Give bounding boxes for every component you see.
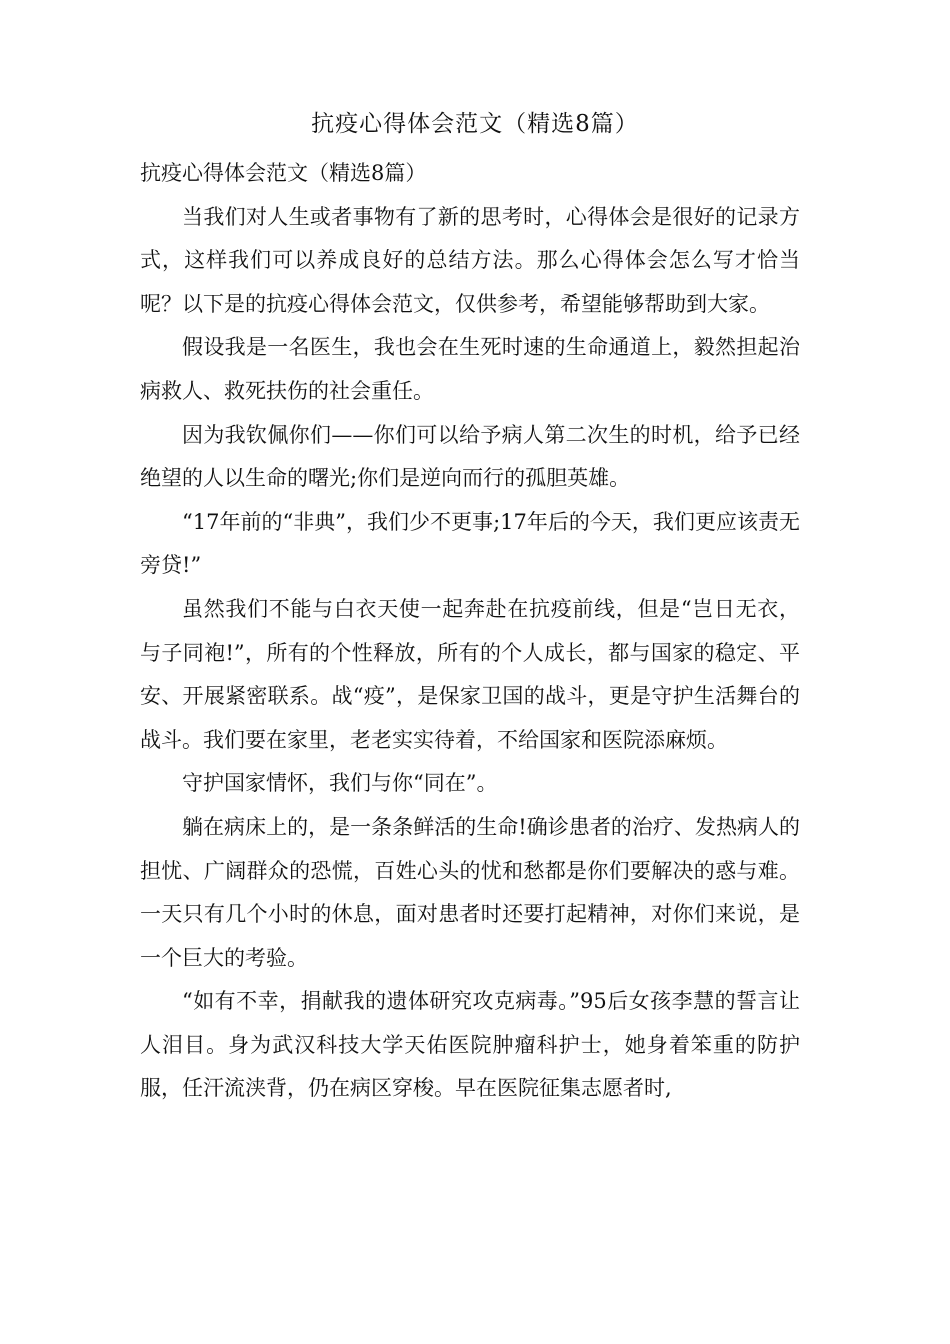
paragraph: 躺在病床上的，是一条条鲜活的生命!确诊患者的治疗、发热病人的担忧、广阔群众的恐慌，百姓心头的忧和愁都是你们要解决的惑与难。一天只有几个小时的休息，面对患者时还要打起精神，对你们来说，是一个巨大的考验。 [140,814,800,970]
paragraph: 虽然我们不能与白衣天使一起奔赴在抗疫前线，但是“岂日无衣，与子同袍!”，所有的个性释放，所有的个人成长，都与国家的稳定、平安、开展紧密联系。战“疫”，是保家卫国的战斗，更是守护生活舞台的战斗。我们要在家里，老老实实待着，不给国家和医院添麻烦。 [140,596,800,752]
document-subtitle: 抗疫心得体会范文（精选8篇） [140,161,427,185]
paragraph: 假设我是一名医生，我也会在生死时速的生命通道上，毅然担起治病救人、救死扶伤的社会重任。 [140,335,800,403]
paragraph-intro: 当我们对人生或者事物有了新的思考时，心得体会是很好的记录方式，这样我们可以养成良好的总结方法。那么心得体会怎么写才恰当呢？以下是的抗疫心得体会范文，仅供参考，希望能够帮助到大家。 [140,204,800,316]
document-title: 抗疫心得体会范文（精选8篇） [311,111,639,137]
document-body [140,152,800,1111]
paragraph-quote: “17年前的“非典”，我们少不更事;17年后的今天，我们更应该责无旁贷!” [140,509,800,578]
paragraph: “如有不幸，捐献我的遗体研究攻克病毒。”95后女孩李慧的誓言让人泪目。身为武汉科技大学天佑医院肿瘤科护士，她身着笨重的防护服，任汗流浃背，仍在病区穿梭。早在医院征集志愿者时, [140,989,800,1101]
paragraph: 因为我钦佩你们——你们可以给予病人第二次生的时机，给予已经绝望的人以生命的曙光;你们是逆向而行的孤胆英雄。 [140,422,800,491]
paragraph: 守护国家情怀，我们与你“同在”。 [182,771,498,796]
